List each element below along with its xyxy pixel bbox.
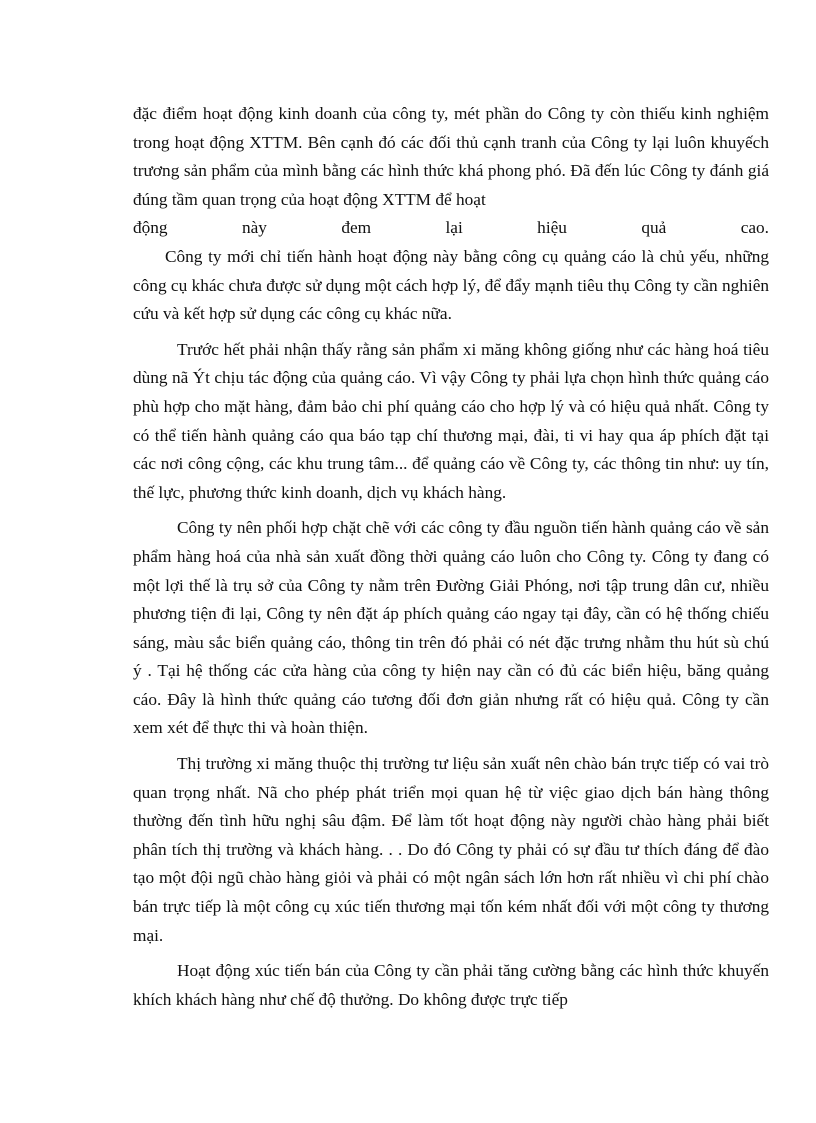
paragraph-1-text: đặc điểm hoạt động kinh doanh của công ty, mét phần do Công ty còn thiếu kinh nghiệm trong hoạt động XTTM. Bên cạnh đó các đối thủ cạnh tranh của Công ty lại luôn khuyếch trương sản phẩm của mình bằng các hình thức khá phong phó. Đã đến lúc Công ty đánh giá đúng tầm quan trọng của hoạt động XTTM để hoạt: [133, 104, 769, 209]
paragraph-4: Công ty nên phối hợp chặt chẽ với các công ty đầu nguồn tiến hành quảng cáo về sản phẩm hàng hoá của nhà sản xuất đồng thời quảng cáo luôn cho Công ty. Công ty đang có một lợi thế là trụ sở của Công ty nằm trên Đường Giải Phóng, nơi tập trung dân cư, nhiều phương tiện đi lại, Công ty nên đặt áp phích quảng cáo ngay tại đây, cần có hệ thống chiếu sáng, màu sắc biển quảng cáo, thông tin trên đó phải có nét đặc trưng nhằm thu hút sù chú ý . Tại hệ thống các cửa hàng của công ty hiện nay cần có đủ các biển hiệu, băng quảng cáo. Đây là hình thức quảng cáo tương đối đơn giản nhưng rất có hiệu quả. Công ty cần xem xét để thực thi và hoàn thiện.: [133, 518, 769, 738]
paragraph-5: Thị trường xi măng thuộc thị trường tư liệu sản xuất nên chào bán trực tiếp có vai trò quan trọng nhất. Nã cho phép phát triển mọi quan hệ từ việc giao dịch bán hàng thông thường đến tình hữu nghị sâu đậm. Để làm tốt hoạt động này người chào hàng phải biết phân tích thị trường và khách hàng. . . Do đó Công ty phải có sự đầu tư thích đáng để đào tạo một đội ngũ chào hàng giỏi và phải có một ngân sách lớn hơn rất nhiều vì chi phí chào bán trực tiếp là một công cụ xúc tiến thương mại tốn kém nhất đối với một công ty thương mại.: [133, 754, 769, 945]
document-page: [133, 100, 769, 1014]
paragraph-2: Công ty mới chỉ tiến hành hoạt động này bằng công cụ quảng cáo là chủ yếu, những công cụ khác chưa được sử dụng một cách hợp lý, để đẩy mạnh tiêu thụ Công ty cần nghiên cứu và kết hợp sử dụng các công cụ khác nữa.: [133, 246, 769, 324]
paragraph-1-spread-line: động này đem lại hiệu quả cao.: [133, 218, 769, 238]
paragraph-3: Trước hết phải nhận thấy rằng sản phẩm xi măng không giống như các hàng hoá tiêu dùng nã Ýt chịu tác động của quảng cáo. Vì vậy Công ty phải lựa chọn hình thức quảng cáo phù hợp cho mặt hàng, đảm bảo chi phí quảng cáo cho hợp lý và có hiệu quả nhất. Công ty có thể tiến hành quảng cáo qua báo tạp chí thương mại, đài, ti vi hay qua áp phích đặt tại các nơi công cộng, các khu trung tâm... để quảng cáo về Công ty, các thông tin như: uy tín, thế lực, phương thức kinh doanh, dịch vụ khách hàng.: [133, 339, 769, 502]
paragraph-6: Hoạt động xúc tiến bán của Công ty cần phải tăng cường bằng các hình thức khuyến khích khách hàng như chế độ thưởng. Do không được trực tiếp: [133, 961, 769, 1009]
paragraph-1: [133, 100, 769, 214]
